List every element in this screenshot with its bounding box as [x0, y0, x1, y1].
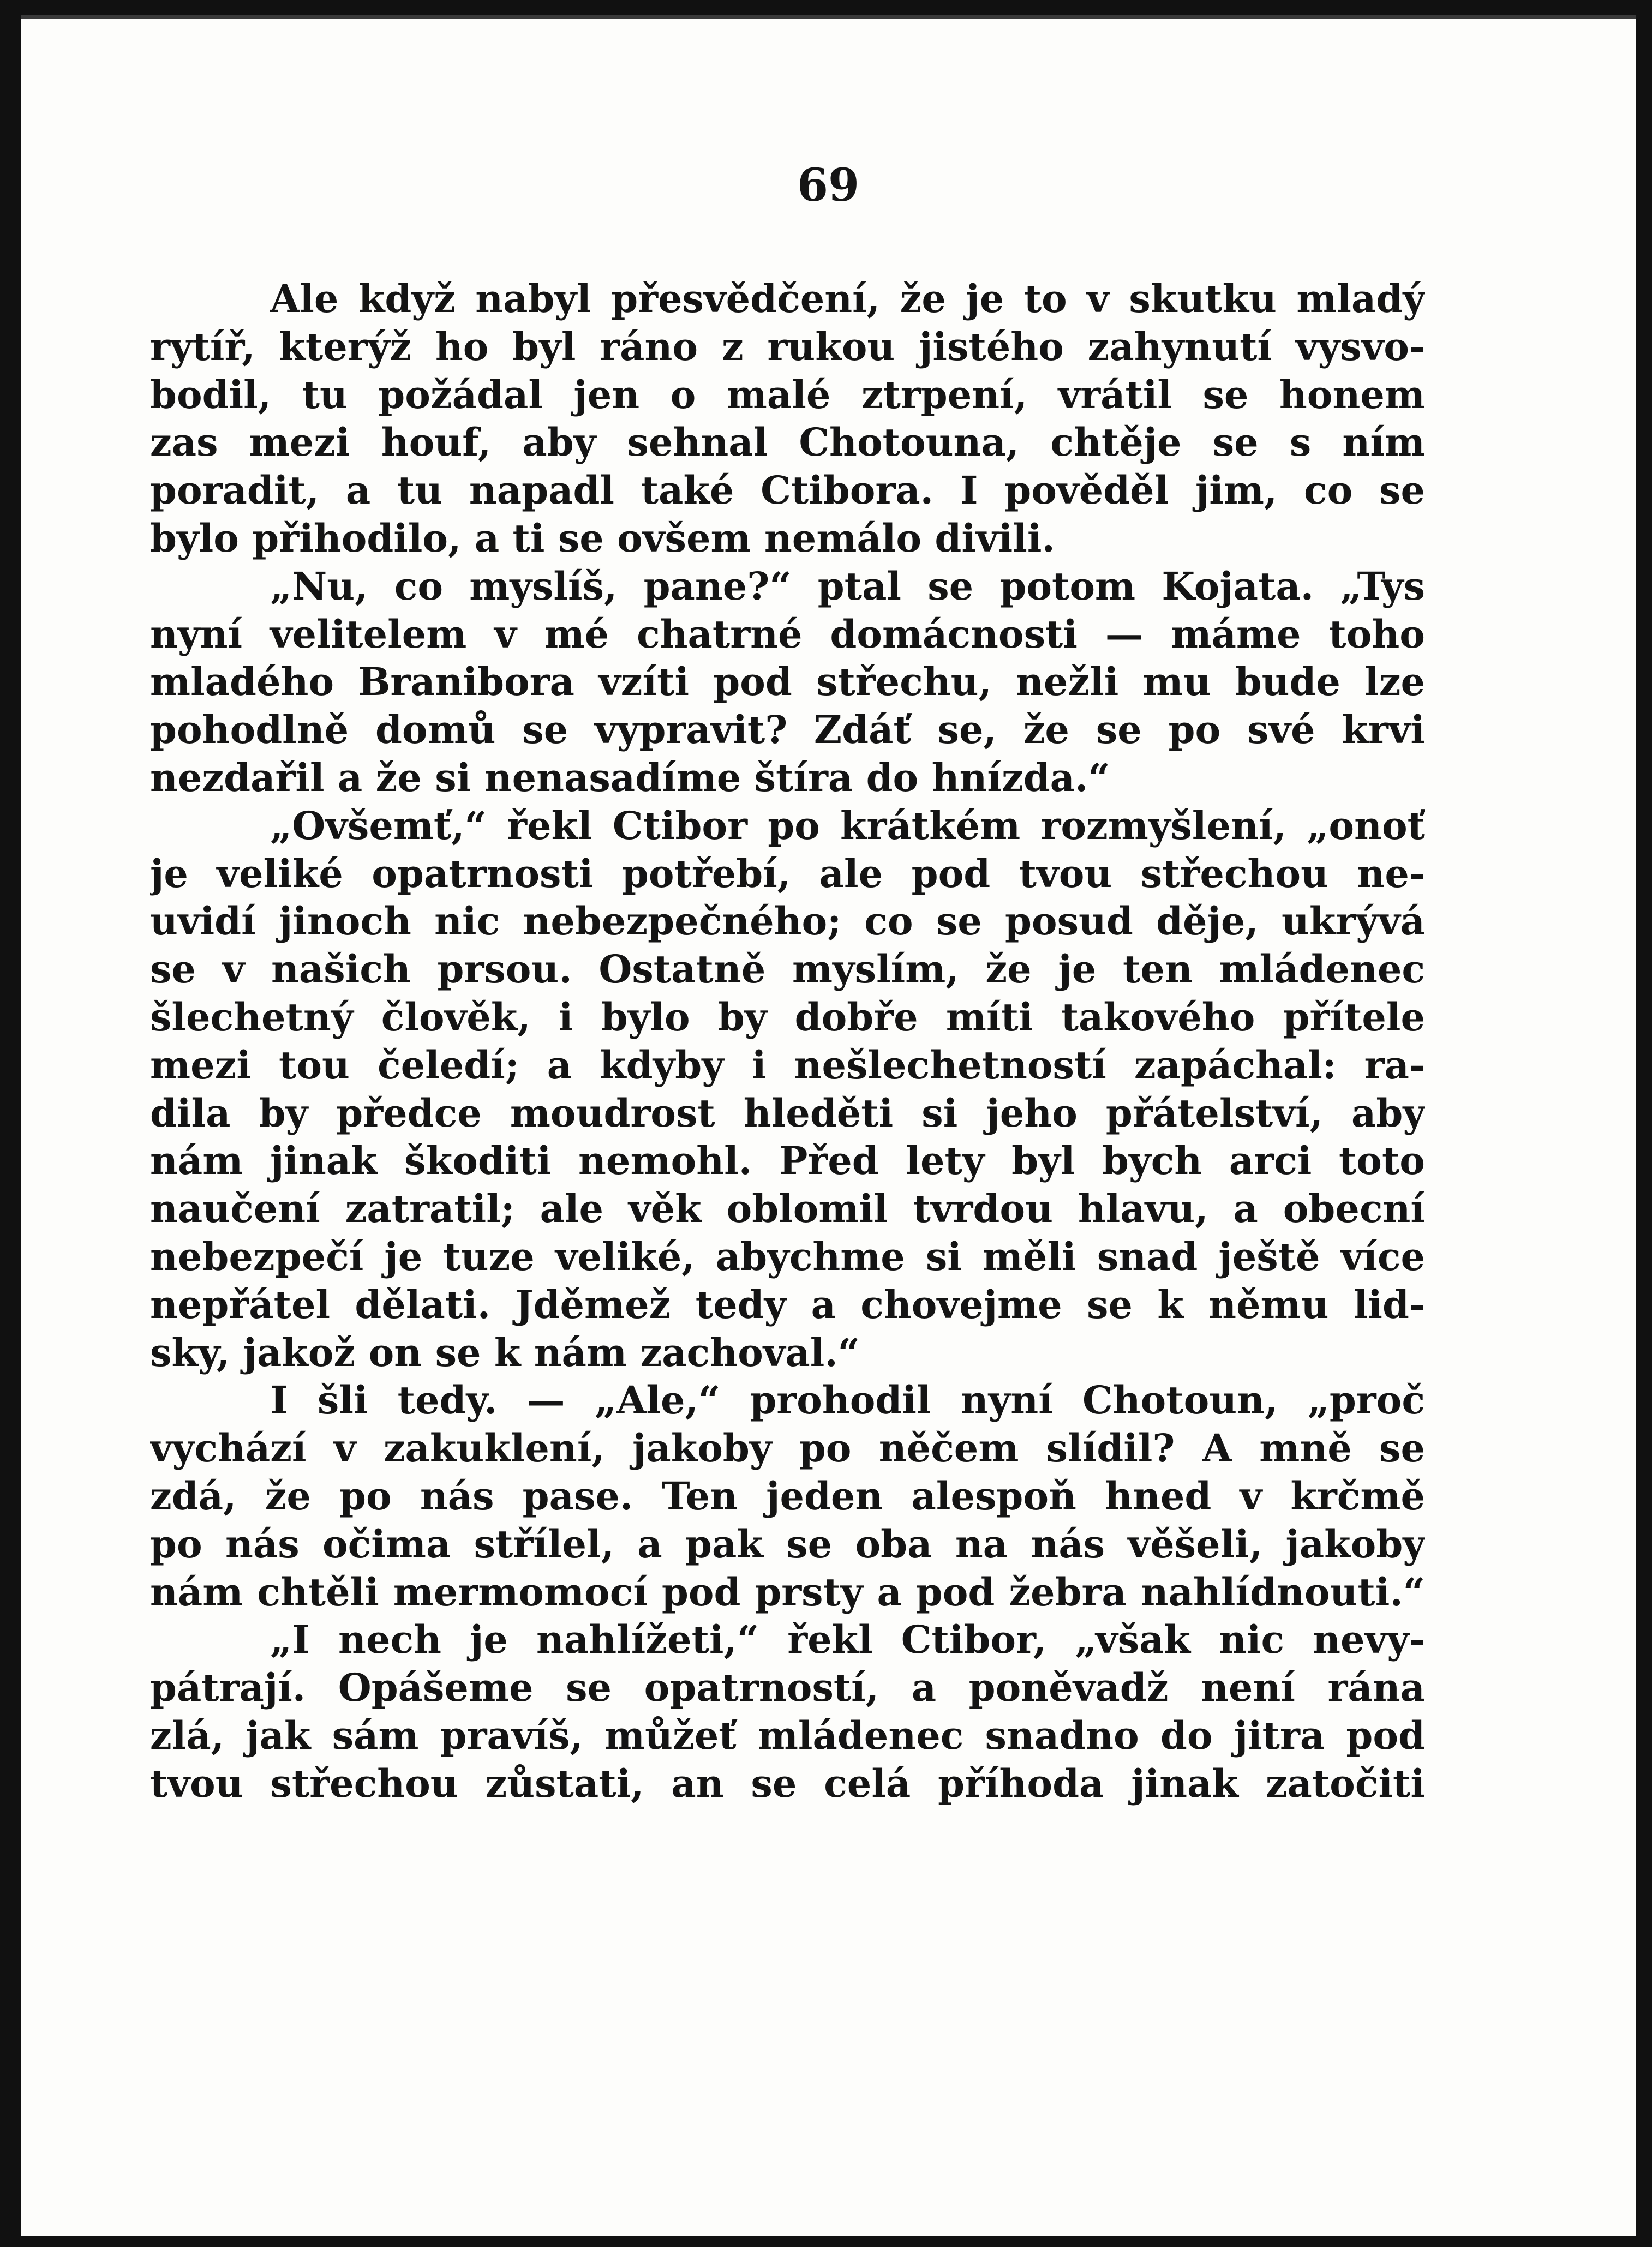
text-line: rytíř, kterýž ho byl ráno z rukou jistého zahynutí vysvo- — [150, 323, 1425, 369]
text-line: zdá, že po nás pase. Ten jeden alespoň hned v krčmě — [150, 1473, 1425, 1519]
text-line: I šli tedy. — „Ale,“ prohodil nyní Chotoun, „proč — [270, 1377, 1425, 1423]
text-line: se v našich prsou. Ostatně myslím, že je ten mládenec — [150, 946, 1425, 992]
text-line: nám jinak škoditi nemohl. Před lety byl bych arci toto — [150, 1138, 1425, 1184]
text-line: tvou střechou zůstati, an se celá příhoda jinak zatočiti — [150, 1760, 1425, 1806]
text-line: zas mezi houf, aby sehnal Chotouna, chtěje se s ním — [150, 420, 1425, 465]
text-line: šlechetný člověk, i bylo by dobře míti takového přítele — [150, 994, 1425, 1040]
text-line: vychází v zakuklení, jakoby po něčem slídil? A mně se — [150, 1425, 1425, 1471]
book-page — [21, 15, 1636, 2236]
text-line: „I nech je nahlížeti,“ řekl Ctibor, „však nic nevy- — [270, 1617, 1425, 1663]
text-line: dila by předce moudrost hleděti si jeho přátelství, aby — [150, 1090, 1425, 1136]
text-line: nám chtěli mermomocí pod prsty a pod žebra nahlídnouti.“ — [150, 1569, 1425, 1615]
text-line: pohodlně domů se vypravit? Zdáť se, že se po své krvi — [150, 707, 1425, 753]
text-line: mladého Branibora vzíti pod střechu, nežli mu bude lze — [150, 659, 1425, 705]
text-line: nepřátel dělati. Jděmež tedy a chovejme se k němu lid- — [150, 1281, 1425, 1327]
text-line: „Nu, co myslíš, pane?“ ptal se potom Kojata. „Tys — [270, 563, 1425, 609]
text-line: mezi tou čeledí; a kdyby i nešlechetností zapáchal: ra- — [150, 1042, 1425, 1088]
text-line: naučení zatratil; ale věk oblomil tvrdou hlavu, a obecní — [150, 1186, 1425, 1232]
text-line: po nás očima střílel, a pak se oba na nás věšeli, jakoby — [150, 1521, 1425, 1567]
text-line: bylo přihodilo, a ti se ovšem nemálo divili. — [150, 515, 1055, 561]
text-line: bodil, tu požádal jen o malé ztrpení, vrátil se honem — [150, 371, 1425, 417]
text-line: nyní velitelem v mé chatrné domácnosti — máme toho — [150, 611, 1425, 657]
page-number: 69 — [797, 159, 860, 212]
text-line: uvidí jinoch nic nebezpečného; co se posud děje, ukrývá — [150, 898, 1425, 944]
text-line: sky, jakož on se k nám zachoval.“ — [150, 1329, 860, 1375]
text-line: nebezpečí je tuze veliké, abychme si měli snad ještě více — [150, 1233, 1425, 1279]
text-line: pátrají. Opášeme se opatrností, a poněvadž není rána — [150, 1665, 1425, 1711]
text-line: je veliké opatrnosti potřebí, ale pod tvou střechou ne- — [150, 850, 1425, 896]
text-line: Ale když nabyl přesvědčení, že je to v skutku mladý — [270, 276, 1425, 321]
text-line: poradit, a tu napadl také Ctibora. I pověděl jim, co se — [150, 468, 1425, 513]
text-line: nezdařil a že si nenasadíme štíra do hnízda.“ — [150, 754, 1110, 800]
text-line: „Ovšemť,“ řekl Ctibor po krátkém rozmyšlení, „onoť — [270, 802, 1425, 848]
body-text — [150, 275, 1425, 1808]
text-line: zlá, jak sám pravíš, můžeť mládenec snadno do jitra pod — [150, 1712, 1425, 1758]
